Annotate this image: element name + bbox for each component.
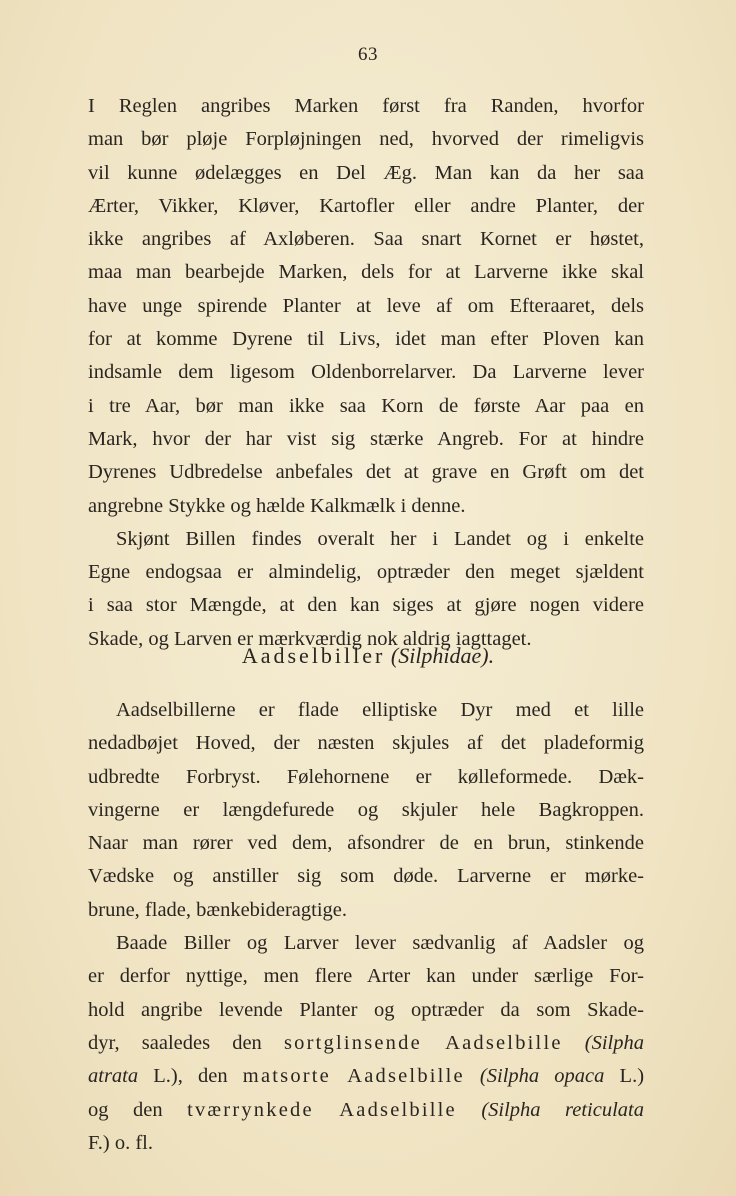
species-latin-name: (Silpha <box>584 1031 644 1054</box>
text-line: vingerne er længdefurede og skjuler hele Bagkroppen. <box>88 798 644 821</box>
paragraph-3 <box>88 694 644 927</box>
text-line: Dyrenes Udbredelse anbefales det at grave en Grøft om det <box>88 461 644 484</box>
text-line: Skjønt Billen findes overalt her i Landet og i enkelte <box>116 527 644 550</box>
species-latin-name: (Silpha reticulata <box>481 1098 644 1121</box>
text-fragment: dyr, saaledes den <box>88 1031 262 1054</box>
text-block-lower <box>88 694 644 1160</box>
text-line: Ærter, Vikker, Kløver, Kartofler eller andre Planter, der <box>88 194 644 217</box>
text-line: Egne endogsaa er almindelig, optræder den meget sjældent <box>88 561 644 584</box>
species-author: L.) <box>619 1065 645 1088</box>
section-heading <box>0 643 736 669</box>
text-line <box>88 1094 644 1127</box>
species-latin-name: (Silpha opaca <box>479 1065 605 1088</box>
text-line: udbredte Forbryst. Følehornene er kølleformede. Dæk- <box>88 765 644 788</box>
text-line: have unge spirende Planter at leve af om Efteraaret, dels <box>88 294 644 317</box>
species-latin-name: atrata <box>88 1065 139 1088</box>
paragraph-1 <box>88 90 644 523</box>
text-line: Aadselbillerne er flade elliptiske Dyr med et lille <box>116 699 644 721</box>
text-fragment: og den <box>88 1098 163 1121</box>
text-line <box>88 1060 644 1093</box>
text-line: Mark, hvor der har vist sig stærke Angreb. For at hindre <box>88 427 644 450</box>
text-line: Vædske og anstiller sig som døde. Larverne er mørke- <box>88 865 644 888</box>
text-line: er derfor nyttige, men flere Arter kan under særlige For- <box>88 965 644 988</box>
text-line: I Reglen angribes Marken først fra Randen, hvorfor <box>88 95 644 117</box>
text-line: vil kunne ødelægges en Del Æg. Man kan da her saa <box>88 161 644 184</box>
page-number: 63 <box>358 44 378 65</box>
text-line: angrebne Stykke og hælde Kalkmælk i denne. <box>88 494 466 517</box>
species-author: L.), den <box>153 1065 228 1088</box>
text-line: nedadbøjet Hoved, der næsten skjules af det pladeformig <box>88 732 644 755</box>
text-line: i saa stor Mængde, at den kan siges at gjøre nogen videre <box>88 594 644 617</box>
text-block-upper <box>88 90 644 656</box>
text-line: brune, flade, bænkebideragtige. <box>88 898 348 921</box>
text-line: F.) o. fl. <box>88 1131 153 1154</box>
text-line: for at komme Dyrene til Livs, idet man efter Ploven kan <box>88 328 644 351</box>
species-common-name: sortglinsende Aadselbille <box>283 1031 563 1054</box>
text-line: Skade, og Larven er mærkværdig nok aldrig iagttaget. <box>88 627 532 650</box>
text-line: ikke angribes af Axløberen. Saa snart Kornet er høstet, <box>88 228 644 251</box>
species-common-name: matsorte Aadselbille <box>242 1065 465 1088</box>
text-line: indsamle dem ligesom Oldenborrelarver. Da Larverne lever <box>88 361 644 384</box>
text-line: Naar man rører ved dem, afsondrer de en brun, stinkende <box>88 832 644 855</box>
paragraph-4 <box>88 927 644 1160</box>
text-line: Baade Biller og Larver lever sædvanlig af Aadsler og <box>116 932 644 955</box>
paragraph-2 <box>88 523 644 656</box>
text-line <box>88 1027 644 1060</box>
section-latin-name: (Silphidae). <box>390 643 495 668</box>
text-line: i tre Aar, bør man ikke saa Korn de første Aar paa en <box>88 394 644 417</box>
species-common-name: tværrynkede Aadselbille <box>187 1098 457 1121</box>
text-line: man bør pløje Forpløjningen ned, hvorved der rimeligvis <box>88 128 644 151</box>
text-line: maa man bearbejde Marken, dels for at Larverne ikke skal <box>88 261 644 284</box>
text-line: hold angribe levende Planter og optræder da som Skade- <box>88 998 644 1021</box>
section-title: Aadselbiller <box>241 643 386 668</box>
